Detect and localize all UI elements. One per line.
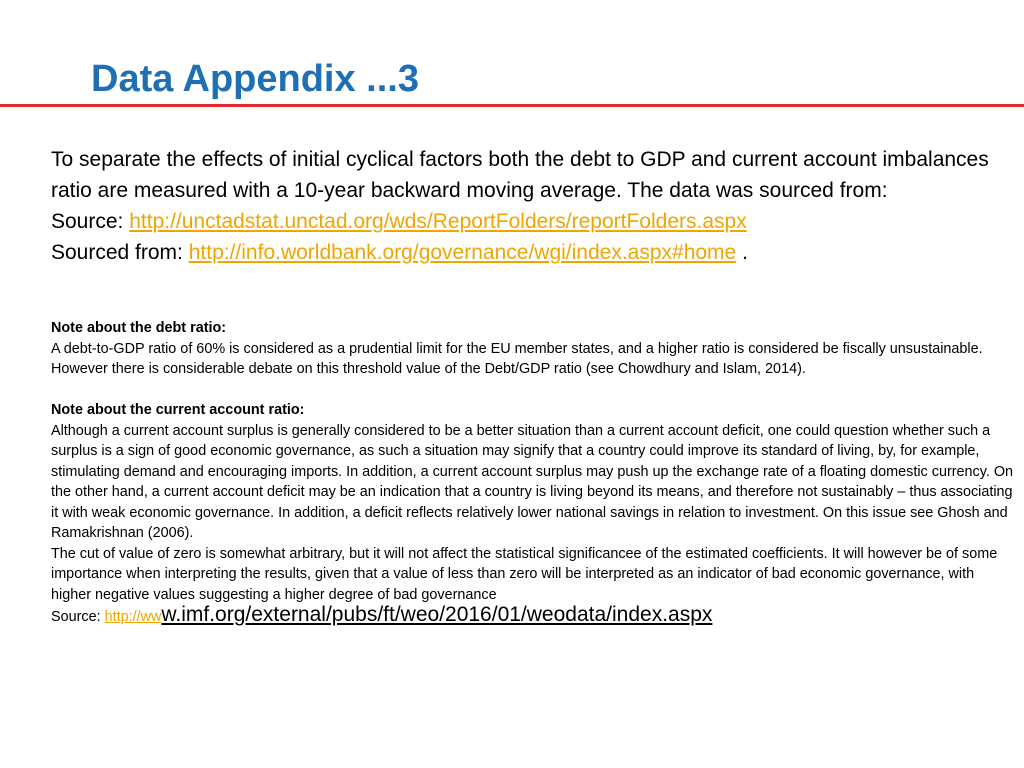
title-divider [0, 104, 1024, 107]
sourced-from-label: Sourced from: [51, 241, 189, 264]
debt-note-heading: Note about the debt ratio: [51, 320, 227, 336]
notes-section [51, 318, 1016, 628]
spacer [51, 380, 1016, 401]
source-label: Source: [51, 609, 105, 625]
current-account-note-text: Although a current account surplus is generally considered to be a better situation than a current account deficit, one could question whether such a surplus is a sign of good economic governance, as such a situation may signify that a country could improve its standard of living, by, for example, stimulating demand and encouraging imports. In addition, a current account surplus may push up the exchange rate of a floating domestic currency. On the other hand, a current account deficit may be an indication that a country is living beyond its means, and therefore not sustainably – thus associating it with weak economic governance. In addition, a deficit reflects relatively lower national savings in relation to investment. On this issue see Ghosh and Ramakrishnan (2006). [51, 422, 1014, 541]
source-suffix: . [736, 241, 748, 264]
unctad-link[interactable]: http://unctadstat.unctad.org/wds/ReportFolders/reportFolders.aspx [129, 210, 747, 233]
source-label: Source: [51, 210, 130, 233]
current-account-note-heading: Note about the current account ratio: [51, 402, 305, 418]
intro-paragraph: To separate the effects of initial cyclical factors both the debt to GDP and current account imbalances ratio are measured with a 10-year backward moving average. The data was sourced from: [51, 148, 989, 202]
source-line-imf [51, 605, 1016, 628]
cutoff-note-text: The cut of value of zero is somewhat arbitrary, but it will not affect the statistical significancee of the estimated coefficients. It will however be of some importance when interpreting the results, given that a value of less than zero will be interpreted as an indicator of bad economic governance, with higher negative values suggesting a higher degree of bad governance [51, 545, 998, 603]
source-line-unctad [51, 206, 991, 237]
slide-title: Data Appendix ...3 [91, 58, 419, 100]
imf-link-rest[interactable]: w.imf.org/external/pubs/ft/weo/2016/01/weodata/index.aspx [161, 603, 713, 626]
source-line-worldbank [51, 237, 991, 268]
debt-note-text: A debt-to-GDP ratio of 60% is considered as a prudential limit for the EU member states, and a higher ratio is considered be fiscally unsustainable. However there is considerable debate on this threshold value of the Debt/GDP ratio (see Chowdhury and Islam, 2014). [51, 340, 983, 377]
intro-section [51, 144, 991, 268]
worldbank-link[interactable]: http://info.worldbank.org/governance/wgi/index.aspx#home [188, 241, 737, 264]
imf-link-prefix[interactable]: http://ww [104, 609, 162, 625]
